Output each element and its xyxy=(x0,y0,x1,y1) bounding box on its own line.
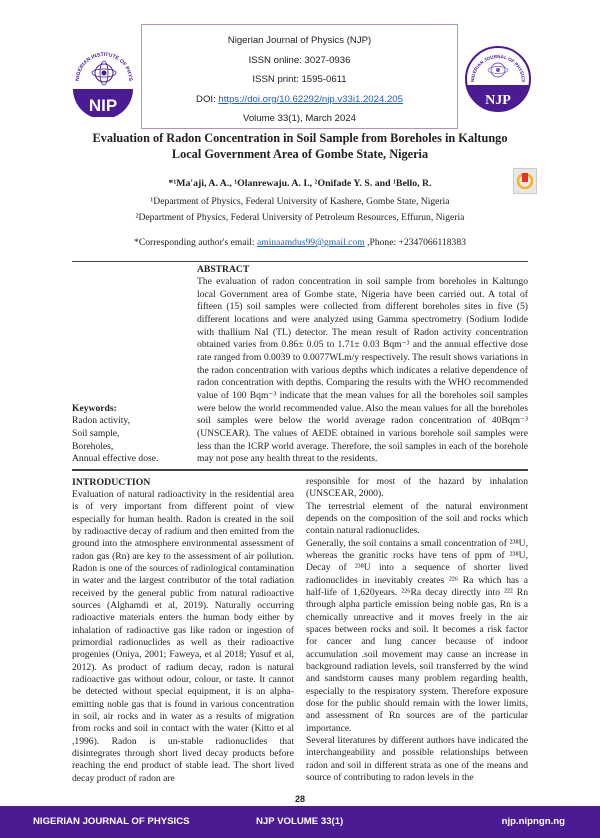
affiliation-2: ²Department of Physics, Federal University of Petroleum Resources, Effurun, Nigeria xyxy=(135,212,465,223)
svg-text:NIGERIAN INSTITUTE OF PHYSICS: NIGERIAN INSTITUTE OF PHYS xyxy=(74,51,134,82)
keyword: Annual effective dose. xyxy=(72,453,159,465)
nip-logo xyxy=(71,37,135,117)
doi-label: DOI: xyxy=(196,93,219,105)
abstract-section xyxy=(72,264,528,466)
doi-link[interactable]: https://doi.org/10.62292/njp.v33i1.2024.205 xyxy=(218,93,403,105)
doi-line xyxy=(142,90,457,110)
paragraph: Several literatures by different authors have indicated the interchangeability and possible relationships between radon and soil in different strata as one of the means and source of contributing to radon levels in the xyxy=(306,735,528,784)
journal-info-box xyxy=(141,24,458,129)
svg-text:NJP: NJP xyxy=(485,93,511,108)
right-column xyxy=(306,476,528,785)
abstract-text: The evaluation of radon concentration in soil sample from boreholes in Kaltungo local Government area of Gombe state, Nigeria have been carried out. A total of fifteen (15) soil samples were collected from different boreholes sites in five (5) different locations and were analyzed using Gamma spectrometry (Sodium Iodide with thallium NaI (TL) detector. The mean result of Radon activity concentration obtained varies from 0.86± 0.05 to 1.71± 0.03 Bqm⁻³ and the annual effective dose rate ranged from 0.0039 to 0.0077WLm/y respectively. The result shows variations in the radon concentration with various depths which indicates a relative dependence of radon concentration with depths. Comparing the results with the WHO recommended value of 100 Bqm⁻³ indicate that the mean values for all the boreholes soil samples were below the world recommended value. Also the mean values for all the boreholes soil samples were below the world average radon concentration of 40Bqm⁻³ (UNSCEAR). The values of AEDE obtained in various borehole soil samples were less than the ICRP world average. Therefore, the soil samples in each of the borehole may not pose any health threat to the residents. xyxy=(197,276,528,465)
phone: ,Phone: +2347066118383 xyxy=(364,237,466,248)
issn-print: ISSN print: 1595-0611 xyxy=(252,74,347,85)
divider xyxy=(72,261,528,262)
keyword: Radon activity, xyxy=(72,415,130,427)
keywords-heading: Keywords: xyxy=(72,402,117,414)
svg-text:NIP: NIP xyxy=(88,96,118,115)
paragraph: Evaluation of natural radioactivity in the residential area is of very important from different point of view especially for human health. Radon is created in the soil by radioactive decay of radium and then emitted from the ground into the atmosphere environmental assessment of radon gas (Rn) are key to the assessment of air pollution. Radon is one of the sources of radiological contamination in water and the largest contributor of the total radiation received by the general public from natural radioactive sources (Alghamdi et al, 2019). Naturally occurring radioactive materials enters the human body either by inhalation of radioactive gas like radon or ingestion of primordial radionuclides as well as their radioactive progenies (Oniya, 2001; Faweya, et al 2018; Yusuf et al, 2012). As product of radium decay, radon is natural radioactive gas without odour, colour, or taste. It cannot be detected without special equipment, it is an alpha-emitting noble gas that is found in various concentration in soil, air rocks and in water as a results of migration from rocks and soil in contact with the water (Kitto et al ,1996). Radon is un-stable radionuclides that disintegrates through short lived decay products before reaching the end product of stable lead. The short lived decay product of radon are xyxy=(72,488,294,784)
abstract xyxy=(197,264,528,466)
paragraph: The terrestrial element of the natural environment depends on the composition of the soil and rocks which contain natural radionuclides. xyxy=(306,500,528,537)
spacer xyxy=(0,785,600,793)
email-label: *Corresponding author's email: xyxy=(134,237,257,248)
keyword: Soil sample, xyxy=(72,427,120,439)
check-for-updates-icon[interactable] xyxy=(513,168,537,194)
affiliation-1: ¹Department of Physics, Federal University of Kashere, Gombe State, Nigeria xyxy=(150,196,450,207)
corresponding-author xyxy=(70,236,530,249)
footer-volume: NJP VOLUME 33(1) xyxy=(256,816,344,828)
abstract-heading: ABSTRACT xyxy=(197,264,250,275)
article-header xyxy=(0,131,600,249)
email-link[interactable]: aminaamdus99@gmail.com xyxy=(257,237,365,248)
authors-row xyxy=(70,177,530,190)
keyword: Boreholes, xyxy=(72,440,114,452)
masthead xyxy=(0,0,600,131)
paragraph: Generally, the soil contains a small concentration of ²³⁸U, whereas the granitic rocks have tens of ppm of ²³⁸U, Decay of ²³⁸U into a sequence of shorter lived radionuclides in inevitably creates ²²⁶ Ra which has a half-life of 1,620years. ²²⁶Ra decay directly into ²²² Rn through alpha particle emission being noble gas, Rn is a chemically unreactive and it moves freely in the air spaces between rocks and soil. It becomes a risk factor for cancer and lung cancer because of indoor accumulation .soil movement may cause an increase in background radiation levels, soil transferred by the wind and sandstorm causes many problem regarding health, especially to the respiratory system. Therefore exposure dose for the public should remain with the lower limits, and assessment of Rn sources are of the particular importance. xyxy=(306,537,528,734)
article-body xyxy=(0,249,600,785)
left-column xyxy=(72,476,294,785)
divider xyxy=(72,469,528,471)
page-number: 28 xyxy=(294,794,305,805)
author-list: *¹Ma'aji, A. A., ¹Olanrewaju. A. I., ²Onifade Y. S. and ¹Bello, R. xyxy=(168,178,432,189)
keywords xyxy=(72,403,197,466)
svg-text:NIGERIAN JOURNAL OF PHYSICS: NIGERIAN JOURNAL OF PHYSICS xyxy=(469,53,527,83)
njp-logo xyxy=(465,40,531,118)
two-column-body xyxy=(72,476,528,785)
issn-online: ISSN online: 3027-0936 xyxy=(248,54,351,66)
article-title: Evaluation of Radon Concentration in Soil Sample from Boreholes in Kaltungo Local Government Area of Gombe State, Nigeria xyxy=(92,131,508,161)
journal-name: Nigerian Journal of Physics (NJP) xyxy=(227,35,372,46)
footer-bar xyxy=(0,806,600,838)
paragraph: responsible for most of the hazard by inhalation (UNSCEAR, 2000). xyxy=(306,475,528,500)
footer-journal: NIGERIAN JOURNAL OF PHYSICS xyxy=(33,816,190,828)
volume-info: Volume 33(1), March 2024 xyxy=(242,113,357,124)
introduction-heading: INTRODUCTION xyxy=(72,476,151,488)
footer-website[interactable]: njp.nipngn.ng xyxy=(501,816,565,828)
